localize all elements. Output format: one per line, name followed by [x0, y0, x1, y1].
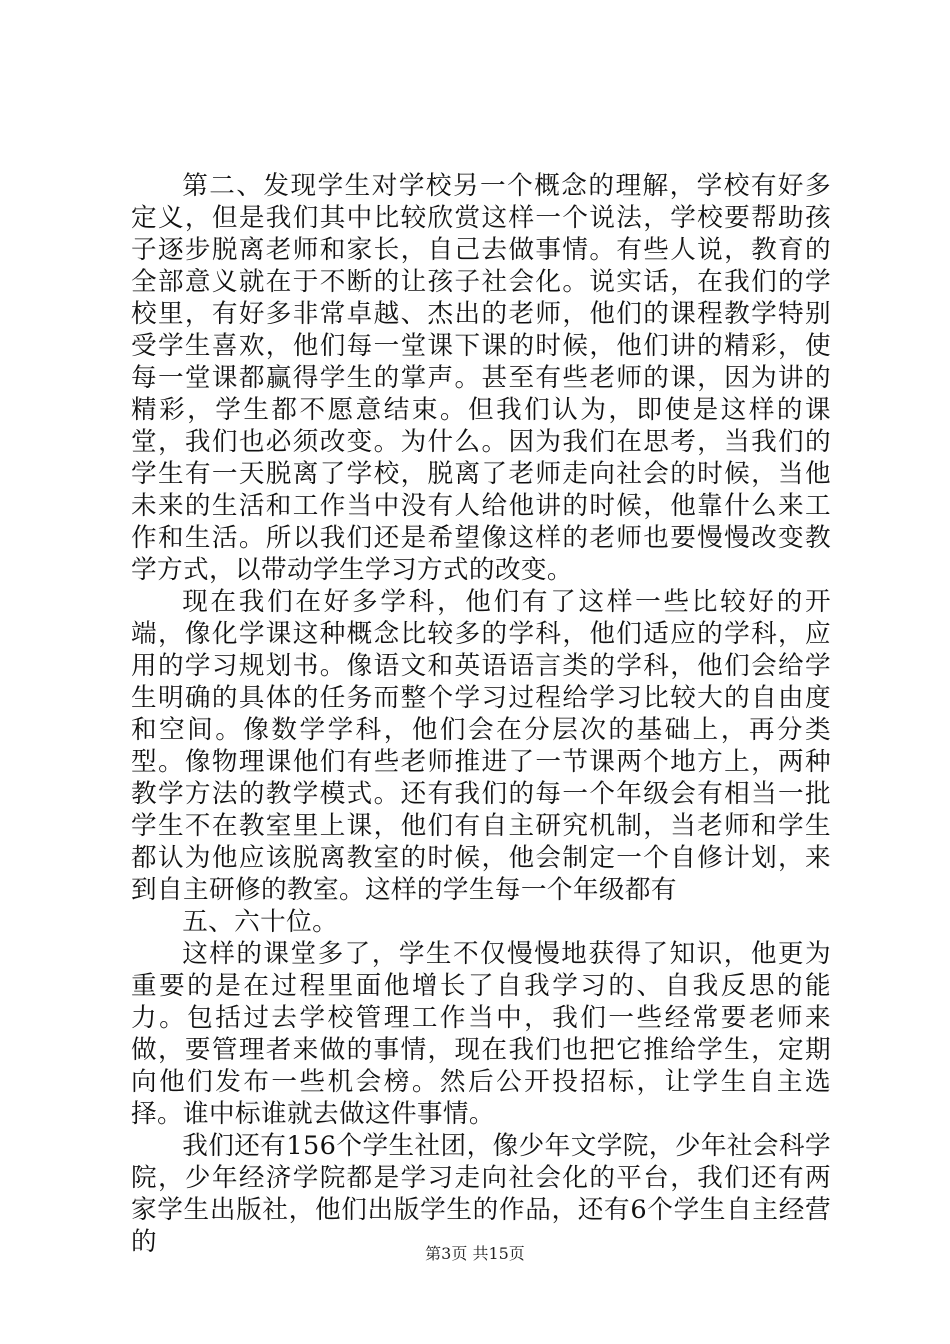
paragraph-1: 第二、发现学生对学校另一个概念的理解，学校有好多定义，但是我们其中比较欣赏这样一个说法，学校要帮助孩子逐步脱离老师和家长，自己去做事情。有些人说，教育的全部意义就在于不断的让孩子社会化。说实话，在我们的学校里，有好多非常卓越、杰出的老师，他们的课程教学特别受学生喜欢，他们每一堂课下课的时候，他们讲的精彩，使每一堂课都赢得学生的掌声。甚至有些老师的课，因为讲的精彩，学生都不愿意结束。但我们认为，即使是这样的课堂，我们也必须改变。为什么。因为我们在思考，当我们的学生有一天脱离了学校，脱离了老师走向社会的时候，当他未来的生活和工作当中没有人给他讲的时候，他靠什么来工作和生活。所以我们还是希望像这样的老师也要慢慢改变教学方式，以带动学生学习方式的改变。	[131, 171, 831, 585]
paragraph-3: 五、六十位。	[182, 907, 339, 937]
paragraph-5: 我们还有156个学生社团，像少年文学院，少年社会科学院，少年经济学院都是学习走向社会化的平台，我们还有两家学生出版社，他们出版学生的作品，还有6个学生自主经营的	[131, 1131, 831, 1257]
page-footer: 第3页 共15页	[425, 1244, 525, 1263]
paragraph-2: 现在我们在好多学科，他们有了这样一些比较好的开端，像化学课这种概念比较多的学科，他们适应的学科，应用的学习规划书。像语文和英语语言类的学科，他们会给学生明确的具体的任务而整个学习过程给学习比较大的自由度和空间。像数学学科，他们会在分层次的基础上，再分类型。像物理课他们有些老师推进了一节课两个地方上，两种教学方法的教学模式。还有我们的每一个年级会有相当一批学生不在教室里上课，他们有自主研究机制，当老师和学生都认为他应该脱离教室的时候，他会制定一个自修计划，来到自主研修的教室。这样的学生每一个年级都有	[131, 587, 831, 905]
document-body	[131, 170, 831, 1258]
paragraph-4: 这样的课堂多了，学生不仅慢慢地获得了知识，他更为重要的是在过程里面他增长了自我学习的、自我反思的能力。包括过去学校管理工作当中，我们一些经常要老师来做，要管理者来做的事情，现在我们也把它推给学生，定期向他们发布一些机会榜。然后公开投招标，让学生自主选择。谁中标谁就去做这件事情。	[131, 939, 831, 1129]
